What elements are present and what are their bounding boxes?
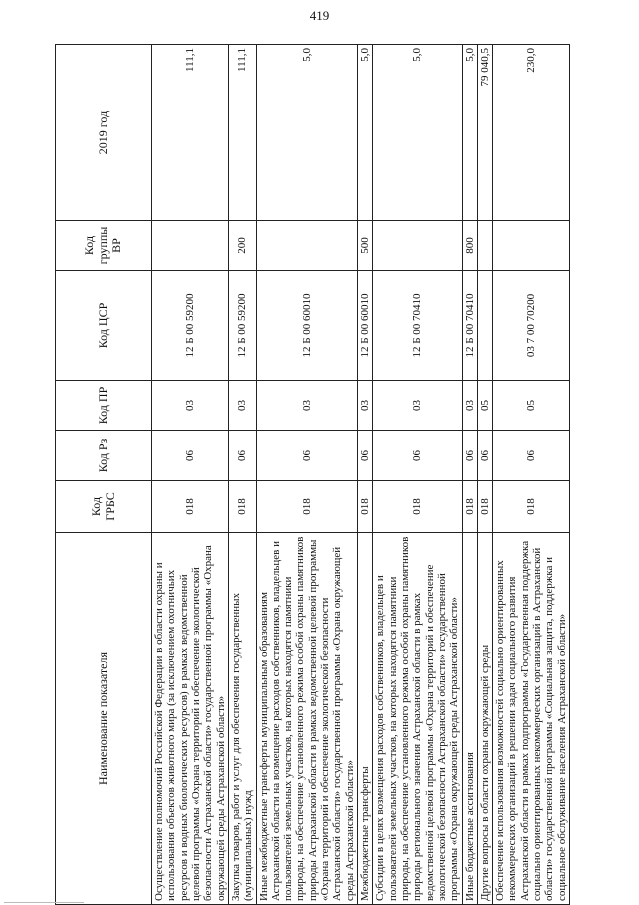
row-csr: 12 Б 00 59200 xyxy=(228,271,256,381)
row-pr: 03 xyxy=(358,381,373,431)
row-csr: 12 Б 00 70410 xyxy=(373,271,462,381)
row-rz: 06 xyxy=(256,431,358,481)
row-pr: 03 xyxy=(152,381,229,431)
row-amount: 5,0 xyxy=(256,45,358,221)
row-grbs: 018 xyxy=(358,481,373,533)
row-rz: 06 xyxy=(358,431,373,481)
row-name: Другие вопросы в области охраны окружающей среды xyxy=(477,533,492,905)
row-grbs: 018 xyxy=(477,481,492,533)
column-header-rz: Код Рз xyxy=(56,431,152,481)
row-csr: 12 Б 00 60010 xyxy=(358,271,373,381)
rotated-table-page xyxy=(55,45,615,905)
row-grbs: 018 xyxy=(152,481,229,533)
row-csr xyxy=(477,271,492,381)
table-row xyxy=(256,45,358,905)
table-row xyxy=(152,45,229,905)
row-name: Межбюджетные трансферты xyxy=(358,533,373,905)
table-row xyxy=(373,45,462,905)
row-vr xyxy=(152,221,229,271)
row-name: Субсидии в целях возмещения расходов собственников, владельцев и пользователей земельных участков, на которых находятся памятники природы, на обеспечение установленного режима особой охраны памятников природы регионального значения Астраханской области в рамках ведомственной целевой программы «Охрана территорий и обеспечение экологической безопасности Астраханской области» государственной программы «Охрана окружающей среды Астраханской области» xyxy=(373,533,462,905)
row-vr xyxy=(493,221,570,271)
row-vr xyxy=(373,221,462,271)
row-amount: 5,0 xyxy=(462,45,477,221)
row-name: Иные межбюджетные трансферты муниципальным образованиям Астраханской области на возмещение расходов собственников, владельцев и пользователей земельных участков, на которых находятся памятники природы, на обеспечение установленного режима особой охраны памятников природы Астраханской области в рамках ведомственной целевой программы «Охрана территорий и обеспечение экологической безопасности Астраханской области» государственной программы «Охрана окружающей среды Астраханской области» xyxy=(256,533,358,905)
row-rz: 06 xyxy=(228,431,256,481)
budget-table xyxy=(55,44,570,905)
table-row xyxy=(358,45,373,905)
column-header-year: 2019 год xyxy=(56,45,152,221)
row-name: Закупка товаров, работ и услуг для обеспечения государственных (муниципальных) нужд xyxy=(228,533,256,905)
row-vr xyxy=(477,221,492,271)
page-number: 419 xyxy=(309,8,330,23)
row-csr: 12 Б 00 70410 xyxy=(462,271,477,381)
row-pr: 03 xyxy=(228,381,256,431)
table-row xyxy=(462,45,477,905)
row-csr: 12 Б 00 60010 xyxy=(256,271,358,381)
column-header-csr: Код ЦСР xyxy=(56,271,152,381)
row-pr: 05 xyxy=(493,381,570,431)
row-pr: 03 xyxy=(256,381,358,431)
table-row xyxy=(477,45,492,905)
row-name: Обеспечение использования возможностей социально ориентированных некоммерческих организаций в решении задач социального развития Астраханской области в рамках подпрограммы «Государственная поддержка социально ориентированных некоммерческих организаций в Астраханской области» государственной программы «Социальная защита, поддержка и социальное обслуживание населения Астраханской области» xyxy=(493,533,570,905)
row-grbs: 018 xyxy=(493,481,570,533)
scan-edge-line xyxy=(4,902,84,903)
row-amount: 79 040,5 xyxy=(477,45,492,221)
column-header-pr: Код ПР xyxy=(56,381,152,431)
row-csr: 12 Б 00 59200 xyxy=(152,271,229,381)
table-header-row xyxy=(56,45,152,905)
row-amount: 111,1 xyxy=(228,45,256,221)
column-header-grbs: Код ГРБС xyxy=(56,481,152,533)
row-vr xyxy=(256,221,358,271)
table-row xyxy=(493,45,570,905)
row-pr: 03 xyxy=(373,381,462,431)
row-rz: 06 xyxy=(373,431,462,481)
row-rz: 06 xyxy=(462,431,477,481)
row-name: Осуществление полномочий Российской Федерации в области охраны и использования объектов животного мира (за исключением охотничьих ресурсов и водных биологических ресурсов) в рамках ведомственной целевой программы «Охрана территорий и обеспечение экологической безопасности Астраханской области» государственной программы «Охрана окружающей среды Астраханской области» xyxy=(152,533,229,905)
row-amount: 230,0 xyxy=(493,45,570,221)
row-amount: 5,0 xyxy=(373,45,462,221)
table-row xyxy=(228,45,256,905)
row-rz: 06 xyxy=(493,431,570,481)
row-amount: 111,1 xyxy=(152,45,229,221)
row-csr: 03 7 00 70200 xyxy=(493,271,570,381)
row-name: Иные бюджетные ассигнования xyxy=(462,533,477,905)
row-grbs: 018 xyxy=(256,481,358,533)
row-vr: 200 xyxy=(228,221,256,271)
row-rz: 06 xyxy=(152,431,229,481)
column-header-name: Наименование показателя xyxy=(56,533,152,905)
row-grbs: 018 xyxy=(228,481,256,533)
row-pr: 03 xyxy=(462,381,477,431)
row-grbs: 018 xyxy=(462,481,477,533)
column-header-vr: Код группы ВР xyxy=(56,221,152,271)
row-amount: 5,0 xyxy=(358,45,373,221)
row-grbs: 018 xyxy=(373,481,462,533)
row-pr: 05 xyxy=(477,381,492,431)
row-vr: 800 xyxy=(462,221,477,271)
row-vr: 500 xyxy=(358,221,373,271)
row-rz: 06 xyxy=(477,431,492,481)
